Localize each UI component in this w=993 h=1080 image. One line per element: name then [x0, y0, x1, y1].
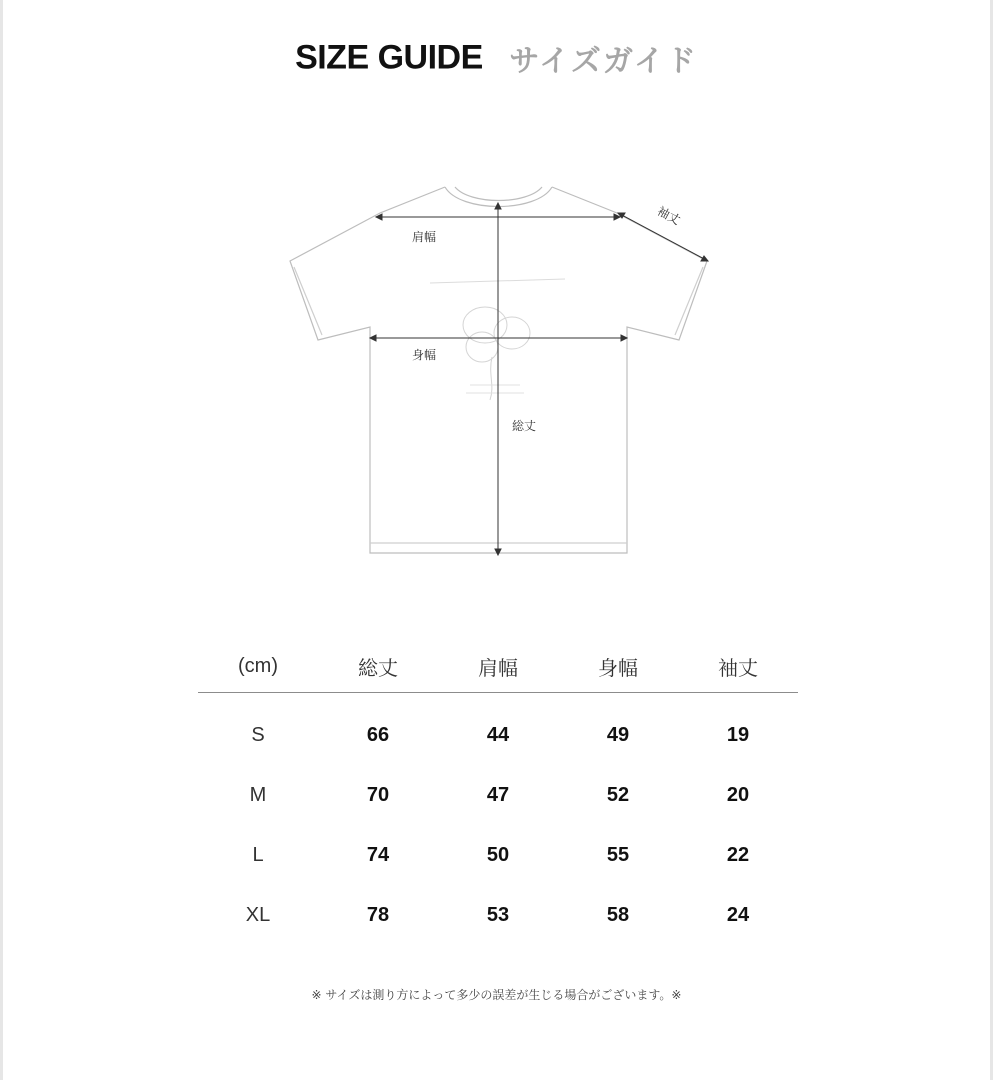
size-label: L: [252, 843, 264, 866]
label-length: 総丈: [512, 419, 537, 433]
header-sleeve: 袖丈: [718, 655, 758, 680]
measurement-note: ※ サイズは測り方によって多少の誤差が生じる場合がございます。※: [311, 988, 682, 1002]
table-header-row: [198, 640, 798, 693]
size-table: [198, 640, 798, 945]
tshirt-diagram: [280, 175, 720, 570]
cell-chest: 49: [606, 723, 630, 746]
label-shoulder: 肩幅: [412, 230, 437, 244]
header-shoulder: 肩幅: [478, 655, 518, 680]
cell-sleeve: 20: [726, 783, 750, 806]
cell-shoulder: 44: [486, 723, 510, 746]
cell-sleeve: 19: [726, 723, 750, 746]
header-chest: 身幅: [598, 655, 638, 680]
header-unit: (cm): [238, 654, 278, 677]
cell-shoulder: 47: [486, 783, 510, 806]
title-english: SIZE GUIDE: [295, 38, 483, 77]
cell-length: 74: [366, 843, 390, 866]
cell-chest: 55: [606, 843, 630, 866]
cell-chest: 52: [606, 783, 630, 806]
label-chest: 身幅: [412, 348, 437, 362]
size-label: XL: [245, 903, 271, 926]
page-title: [0, 36, 993, 80]
size-label: S: [251, 723, 265, 746]
cell-length: 66: [366, 723, 390, 746]
table-row: [198, 693, 798, 766]
cell-shoulder: 50: [486, 843, 510, 866]
size-label: M: [249, 783, 267, 806]
cell-sleeve: 24: [726, 903, 750, 926]
cell-shoulder: 53: [486, 903, 510, 926]
measurement-lines: [370, 203, 708, 555]
table-row: [198, 765, 798, 825]
cell-length: 70: [366, 783, 390, 806]
label-sleeve: 袖丈: [654, 203, 683, 228]
frame-border-left: [0, 0, 3, 1080]
table-row: [198, 885, 798, 945]
header-length: 総丈: [358, 655, 398, 680]
table-row: [198, 825, 798, 885]
cell-sleeve: 22: [726, 843, 750, 866]
cell-length: 78: [366, 903, 390, 926]
cell-chest: 58: [606, 903, 630, 926]
title-japanese: サイズガイド: [509, 44, 698, 79]
